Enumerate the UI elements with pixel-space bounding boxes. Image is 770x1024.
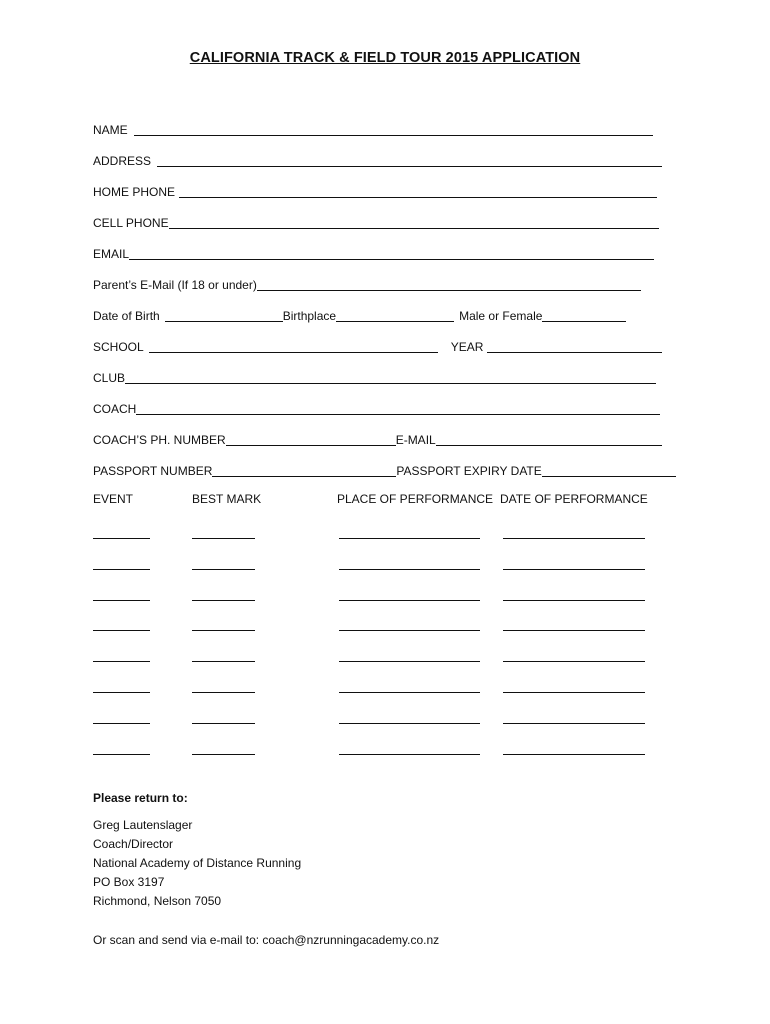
best-mark-field[interactable] bbox=[192, 680, 255, 693]
place-of-performance-field[interactable] bbox=[339, 557, 480, 570]
passport-row bbox=[93, 462, 676, 478]
performance-table-header bbox=[0, 492, 770, 508]
coach-email-field[interactable] bbox=[436, 433, 662, 446]
date-of-performance-field[interactable] bbox=[503, 649, 645, 662]
date-of-performance-field[interactable] bbox=[503, 680, 645, 693]
best-mark-field[interactable] bbox=[192, 588, 255, 601]
address-field[interactable] bbox=[157, 154, 662, 167]
event-field[interactable] bbox=[93, 680, 150, 693]
club-field[interactable] bbox=[125, 371, 656, 384]
return-info bbox=[93, 789, 301, 911]
event-field[interactable] bbox=[93, 742, 150, 755]
best-mark-field[interactable] bbox=[192, 618, 255, 631]
date-of-performance-field[interactable] bbox=[503, 588, 645, 601]
event-field[interactable] bbox=[93, 588, 150, 601]
coach-label: COACH bbox=[93, 402, 137, 416]
birthplace-field[interactable] bbox=[336, 309, 454, 322]
address-line: Coach/Director bbox=[93, 837, 174, 851]
cell-phone-field[interactable] bbox=[169, 216, 659, 229]
coach-phone-row bbox=[93, 431, 662, 447]
header-date-of-performance: DATE OF PERFORMANCE bbox=[500, 492, 648, 506]
cell-phone-row bbox=[93, 214, 659, 230]
date-of-performance-field[interactable] bbox=[503, 742, 645, 755]
table-row bbox=[0, 649, 770, 663]
year-field[interactable] bbox=[487, 340, 662, 353]
date-of-performance-field[interactable] bbox=[503, 618, 645, 631]
passport-expiry-field[interactable] bbox=[542, 464, 676, 477]
table-row bbox=[0, 618, 770, 632]
parent-email-field[interactable] bbox=[257, 278, 641, 291]
date-of-performance-field[interactable] bbox=[503, 711, 645, 724]
best-mark-field[interactable] bbox=[192, 557, 255, 570]
header-event: EVENT bbox=[93, 492, 134, 506]
header-place-of-performance: PLACE OF PERFORMANCE bbox=[337, 492, 494, 506]
address-line: Richmond, Nelson 7050 bbox=[93, 894, 222, 908]
table-row bbox=[0, 526, 770, 540]
best-mark-field[interactable] bbox=[192, 742, 255, 755]
passport-number-field[interactable] bbox=[212, 464, 396, 477]
coach-field[interactable] bbox=[136, 402, 660, 415]
scan-email-note: Or scan and send via e-mail to: coach@nzrunningacademy.co.nz bbox=[93, 933, 440, 947]
club-label: CLUB bbox=[93, 371, 126, 385]
passport-number-label: PASSPORT NUMBER bbox=[93, 464, 213, 478]
table-row bbox=[0, 680, 770, 694]
name-label: NAME bbox=[93, 123, 128, 137]
gender-label: Male or Female bbox=[459, 309, 543, 323]
address-row bbox=[93, 152, 662, 168]
parent-email-row bbox=[93, 276, 641, 292]
place-of-performance-field[interactable] bbox=[339, 742, 480, 755]
date-of-performance-field[interactable] bbox=[503, 557, 645, 570]
date-of-performance-field[interactable] bbox=[503, 526, 645, 539]
table-row bbox=[0, 588, 770, 602]
gender-field[interactable] bbox=[542, 309, 626, 322]
club-row bbox=[93, 369, 656, 385]
coach-email-label: E-MAIL bbox=[395, 433, 436, 447]
address-line: Greg Lautenslager bbox=[93, 818, 193, 832]
event-field[interactable] bbox=[93, 557, 150, 570]
place-of-performance-field[interactable] bbox=[339, 618, 480, 631]
place-of-performance-field[interactable] bbox=[339, 526, 480, 539]
place-of-performance-field[interactable] bbox=[339, 588, 480, 601]
coach-phone-label: COACH’S PH. NUMBER bbox=[93, 433, 226, 447]
coach-phone-field[interactable] bbox=[226, 433, 396, 446]
place-of-performance-field[interactable] bbox=[339, 649, 480, 662]
home-phone-row bbox=[93, 183, 657, 199]
best-mark-field[interactable] bbox=[192, 711, 255, 724]
event-field[interactable] bbox=[93, 618, 150, 631]
dob-row bbox=[93, 307, 626, 323]
email-row bbox=[93, 245, 654, 261]
parent-email-label: Parent’s E-Mail (If 18 or under) bbox=[93, 278, 257, 292]
event-field[interactable] bbox=[93, 526, 150, 539]
email-label: EMAIL bbox=[93, 247, 130, 261]
coach-row bbox=[93, 400, 660, 416]
cell-phone-label: CELL PHONE bbox=[93, 216, 169, 230]
return-heading: Please return to: bbox=[93, 791, 188, 805]
home-phone-label: HOME PHONE bbox=[93, 185, 176, 199]
header-best-mark: BEST MARK bbox=[192, 492, 262, 506]
address-label: ADDRESS bbox=[93, 154, 152, 168]
school-field[interactable] bbox=[149, 340, 438, 353]
email-field[interactable] bbox=[129, 247, 654, 260]
table-row bbox=[0, 742, 770, 756]
birthplace-label: Birthplace bbox=[282, 309, 337, 323]
year-label: YEAR bbox=[450, 340, 484, 354]
name-field[interactable] bbox=[134, 123, 653, 136]
table-row bbox=[0, 557, 770, 571]
event-field[interactable] bbox=[93, 649, 150, 662]
name-row bbox=[93, 121, 653, 137]
dob-label: Date of Birth bbox=[93, 309, 160, 323]
table-row bbox=[0, 711, 770, 725]
dob-field[interactable] bbox=[165, 309, 283, 322]
school-row bbox=[93, 338, 662, 354]
school-label: SCHOOL bbox=[93, 340, 144, 354]
address-line: National Academy of Distance Running bbox=[93, 856, 302, 870]
address-line: PO Box 3197 bbox=[93, 875, 165, 889]
best-mark-field[interactable] bbox=[192, 526, 255, 539]
best-mark-field[interactable] bbox=[192, 649, 255, 662]
place-of-performance-field[interactable] bbox=[339, 711, 480, 724]
home-phone-field[interactable] bbox=[179, 185, 657, 198]
passport-expiry-label: PASSPORT EXPIRY DATE bbox=[396, 464, 542, 478]
event-field[interactable] bbox=[93, 711, 150, 724]
form-title: CALIFORNIA TRACK & FIELD TOUR 2015 APPLICATION bbox=[189, 50, 581, 66]
place-of-performance-field[interactable] bbox=[339, 680, 480, 693]
